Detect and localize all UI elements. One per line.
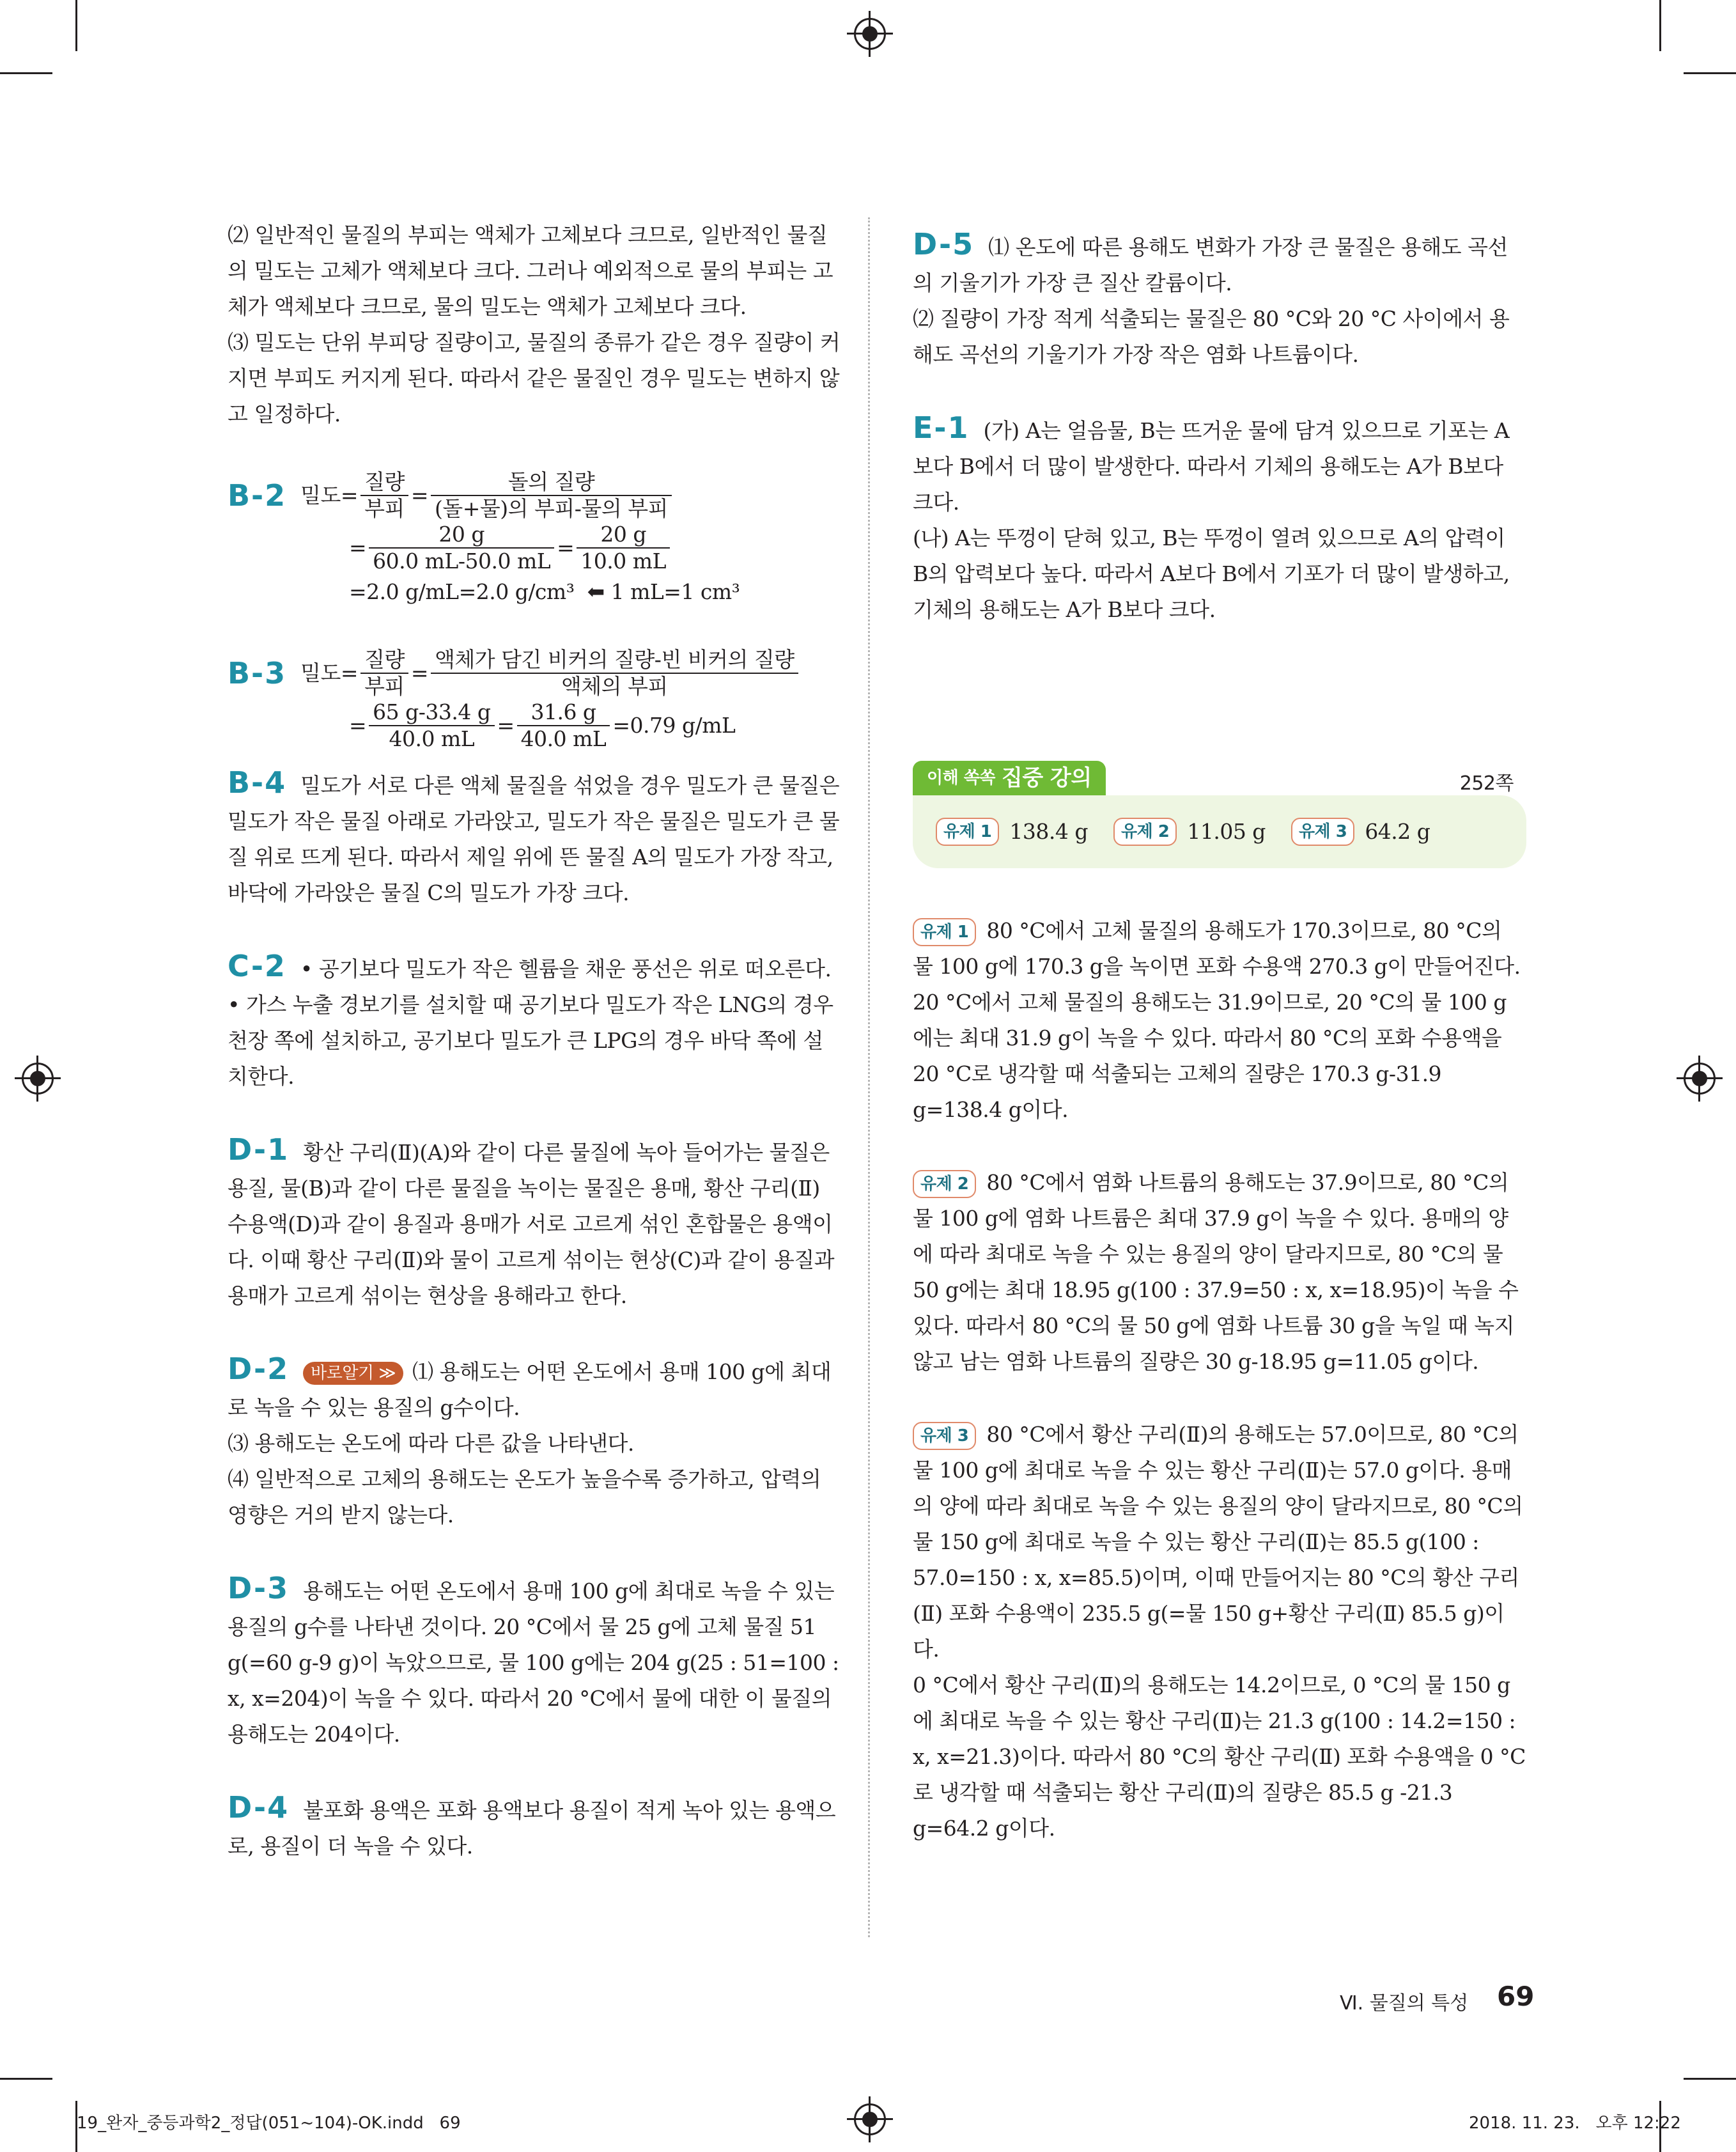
b3-lhs: 밀도=	[300, 660, 359, 685]
lecture-title-b: 집중 강의	[1002, 765, 1092, 791]
d2-text-1: ⑴ 용해도는 어떤 온도에서 용매 100 g에 최대로 녹을 수 있는 용질의 g수이다.	[228, 1359, 832, 1420]
e1-label: E-1	[913, 410, 970, 445]
ex2-section	[913, 1165, 1526, 1380]
b2-result: =2.0 g/mL=2.0 g/cm³	[349, 579, 575, 604]
page-number: 69	[1497, 1981, 1535, 2012]
lecture-title-tab	[913, 761, 1106, 795]
answer-tag-3: 유제 3	[1291, 818, 1354, 846]
d4-section	[228, 1789, 841, 1864]
ex1-text-1: 80 °C에서 고체 물질의 용해도가 170.3이므로, 80 °C의 물 100 g에 170.3 g을 녹이면 포화 수용액 270.3 g이 만들어진다.	[913, 918, 1521, 979]
b1-paragraph-3: ⑶ 밀도는 단위 부피당 질량이고, 물질의 종류가 같은 경우 질량이 커지면 부피도 커지게 된다. 따라서 같은 물질인 경우 밀도는 변하지 않고 일정하다.	[228, 330, 841, 426]
e1-text-1: (가) A는 얼음물, B는 뜨거운 물에 담겨 있으므로 기포는 A보다 B에서 더 많이 발생한다. 따라서 기체의 용해도는 A가 B보다 크다.	[913, 418, 1510, 515]
d4-label: D-4	[228, 1790, 290, 1825]
left-column	[228, 217, 841, 1864]
b3-eq-2: =	[349, 713, 367, 738]
d4-text: 불포화 용액은 포화 용액보다 용질이 적게 녹아 있는 용액으로, 용질이 더 녹을 수 있다.	[228, 1798, 836, 1859]
ex1-text-2: 20 °C에서 고체 물질의 용해도는 31.9이므로, 20 °C의 물 100 g에는 최대 31.9 g이 녹을 수 있다. 따라서 80 °C의 포화 수용액을 20 °C로 냉각할 때 석출되는 고체의 질량은 170.3 g-31.9 g=138.4 g이다.	[913, 990, 1507, 1122]
file-slug: 19_완자_중등과학2_정답(051~104)-OK.indd 69	[77, 2114, 461, 2133]
e1-text-2: (나) A는 뚜껑이 닫혀 있고, B는 뚜껑이 열려 있으므로 A의 압력이 B의 압력보다 높다. 따라서 A보다 B에서 기포가 더 많이 발생하고, 기체의 용해도는 A가 B보다 크다.	[913, 526, 1510, 622]
b2-eq-1: =	[410, 483, 429, 508]
answer-value-1: 138.4 g	[1009, 819, 1088, 844]
registration-mark-bottom	[854, 2103, 886, 2135]
b3-eq-1: =	[410, 660, 429, 685]
b4-section	[228, 765, 841, 911]
d5-section	[913, 226, 1526, 373]
b3-fraction-1: $\frac{\text{질량}}{\text{부피}}$	[360, 647, 408, 699]
lecture-title-a: 이해 쏙쏙	[927, 768, 996, 788]
d1-text: 황산 구리(Ⅱ)(A)와 같이 다른 물질에 녹아 들어가는 물질은 용질, 물(B)과 같이 다른 물질을 녹이는 물질은 용매, 황산 구리(Ⅱ) 수용액(D)과 같이 용질과 용매가 서로 고르게 섞인 혼합물은 용액이다. 이때 황산 구리(Ⅱ)와 물이 고르게 섞이는 현상(C)과 같이 용질과 용매가 고르게 섞이는 현상을 용해라고 한다.	[228, 1140, 835, 1308]
registration-mark-top	[854, 18, 886, 50]
b2-fraction-4: $\frac{20 g}{10.0 mL}$	[577, 522, 670, 574]
b2-eq-2: =	[349, 535, 367, 560]
b2-fraction-2: $\frac{\text{돌의 질량}}{\text{(돌+물)의 부피-물의 부피}}$	[431, 469, 672, 522]
d1-label: D-1	[228, 1132, 290, 1167]
b1-paragraph-2: ⑵ 일반적인 물질의 부피는 액체가 고체보다 크므로, 일반적인 물질의 밀도는 고체가 액체보다 크다. 그러나 예외적으로 물의 부피는 고체가 액체보다 크므로, 물의 밀도는 액체가 고체보다 크다.	[228, 222, 833, 319]
registration-mark-right	[1684, 1063, 1716, 1095]
c2-text-2: • 가스 누출 경보기를 설치할 때 공기보다 밀도가 작은 LNG의 경우 천장 쪽에 설치하고, 공기보다 밀도가 큰 LPG의 경우 바닥 쪽에 설치한다.	[228, 992, 833, 1089]
d5-text-1: ⑴ 온도에 따른 용해도 변화가 가장 큰 물질은 용해도 곡선의 기울기가 가장 큰 질산 칼륨이다.	[913, 235, 1508, 295]
answer-tag-2: 유제 2	[1113, 818, 1177, 846]
b2-fraction-3: $\frac{20 g}{60.0 mL-50.0 mL}$	[369, 522, 554, 574]
c2-section	[228, 948, 841, 1095]
b3-section	[228, 647, 841, 752]
b4-text: 밀도가 서로 다른 액체 물질을 섞었을 경우 밀도가 큰 물질은 밀도가 작은 물질 아래로 가라앉고, 밀도가 작은 물질은 밀도가 큰 물질 위로 뜨게 된다. 따라서 제일 위에 뜬 물질 A의 밀도가 가장 작고, 바닥에 가라앉은 물질 C의 밀도가 가장 크다.	[228, 773, 840, 905]
lecture-box	[913, 761, 1526, 875]
b3-label: B-3	[228, 656, 287, 690]
answer-value-3: 64.2 g	[1365, 819, 1430, 844]
ex1-section	[913, 913, 1526, 1128]
d2-section	[228, 1351, 841, 1533]
b2-section	[228, 469, 841, 610]
ex2-tag: 유제 2	[913, 1170, 976, 1198]
ex3-text-2: 0 °C에서 황산 구리(Ⅱ)의 용해도는 14.2이므로, 0 °C의 물 150 g에 최대로 녹을 수 있는 황산 구리(Ⅱ)는 21.3 g(100 : 14.2=150 : x, x=21.3)이다. 따라서 80 °C의 황산 구리(Ⅱ) 포화 수용액을 0 °C로 냉각할 때 석출되는 황산 구리(Ⅱ)의 질량은 85.5 g -21.3 g=64.2 g이다.	[913, 1672, 1526, 1841]
b2-eq-3: =	[557, 535, 575, 560]
ex1-tag: 유제 1	[913, 918, 976, 946]
d1-section	[228, 1132, 841, 1314]
print-timestamp: 2018. 11. 23. 오후 12:22	[1469, 2114, 1681, 2133]
d3-label: D-3	[228, 1571, 290, 1605]
ex3-text-1: 80 °C에서 황산 구리(Ⅱ)의 용해도는 57.0이므로, 80 °C의 물 100 g에 최대로 녹을 수 있는 황산 구리(Ⅱ)는 57.0 g이다. 용매의 양에 따라 최대로 녹을 수 있는 용질의 양이 달라지므로, 80 °C의 물 150 g에 최대로 녹을 수 있는 황산 구리(Ⅱ)는 85.5 g(100 : 57.0=150 : x, x=85.5)이며, 이때 만들어지는 80 °C의 황산 구리(Ⅱ) 포화 수용액이 235.5 g(=물 150 g+황산 구리(Ⅱ) 85.5 g)이다.	[913, 1422, 1523, 1662]
b2-note: ⬅ 1 mL=1 cm³	[587, 579, 740, 604]
d5-text-2: ⑵ 질량이 가장 적게 석출되는 물질은 80 °C와 20 °C 사이에서 용해도 곡선의 기울기가 가장 작은 염화 나트륨이다.	[913, 306, 1510, 367]
b3-fraction-4: $\frac{31.6 g}{40.0 mL}$	[517, 699, 610, 752]
ex3-tag: 유제 3	[913, 1422, 976, 1450]
b2-fraction-1: $\frac{\text{질량}}{\text{부피}}$	[360, 469, 408, 522]
column-divider	[868, 217, 870, 1937]
e1-section	[913, 410, 1526, 628]
lecture-page-ref: 252쪽	[1459, 772, 1514, 795]
b2-label: B-2	[228, 478, 287, 513]
b3-result: =0.79 g/mL	[612, 713, 736, 738]
answer-value-2: 11.05 g	[1187, 819, 1266, 844]
c2-text-1: • 공기보다 밀도가 작은 헬륨을 채운 풍선은 위로 떠오른다.	[300, 956, 832, 981]
registration-mark-left	[22, 1063, 54, 1095]
d3-section	[228, 1570, 841, 1752]
ex2-text: 80 °C에서 염화 나트륨의 용해도는 37.9이므로, 80 °C의 물 100 g에 염화 나트륨은 최대 37.9 g이 녹을 수 있다. 용매의 양에 따라 최대로 녹을 수 있는 용질의 양이 달라지므로, 80 °C의 물 50 g에는 최대 18.95 g(100 : 37.9=50 : x, x=18.95)이 녹을 수 있다. 따라서 80 °C의 물 50 g에 염화 나트륨 30 g을 녹일 때 녹지 않고 남는 염화 나트륨의 질량은 30 g-18.95 g=11.05 g이다.	[913, 1170, 1519, 1374]
d2-text-3: ⑷ 일반적으로 고체의 용해도는 온도가 높을수록 증가하고, 압력의 영향은 거의 받지 않는다.	[228, 1467, 821, 1527]
b3-fraction-2: $\frac{\text{액체가 담긴 비커의 질량-빈 비커의 질량}}{\text{액체의 부피}}$	[431, 647, 798, 699]
lecture-answer-panel	[913, 795, 1526, 868]
b4-label: B-4	[228, 765, 287, 800]
b2-lhs: 밀도=	[300, 483, 359, 508]
answer-tag-1: 유제 1	[936, 818, 999, 846]
right-column	[913, 226, 1526, 1846]
d2-label: D-2	[228, 1352, 290, 1386]
c2-label: C-2	[228, 949, 286, 983]
d2-text-2: ⑶ 용해도는 온도에 따라 다른 값을 나타낸다.	[228, 1431, 634, 1456]
d3-text: 용해도는 어떤 온도에서 용매 100 g에 최대로 녹을 수 있는 용질의 g수를 나타낸 것이다. 20 °C에서 물 25 g에 고체 물질 51 g(=60 g-9 g)이 녹았으므로, 물 100 g에는 204 g(25 : 51=100 : x, x=204)이 녹을 수 있다. 따라서 20 °C에서 물에 대한 이 물질의 용해도는 204이다.	[228, 1579, 839, 1747]
d5-label: D-5	[913, 227, 975, 261]
ex3-section	[913, 1417, 1526, 1846]
b3-eq-3: =	[497, 713, 515, 738]
b3-fraction-3: $\frac{65 g-33.4 g}{40.0 mL}$	[369, 699, 494, 752]
correction-badge: 바로알기 ≫	[303, 1362, 403, 1385]
chapter-title: Ⅵ. 물질의 특성	[1340, 1992, 1469, 2015]
